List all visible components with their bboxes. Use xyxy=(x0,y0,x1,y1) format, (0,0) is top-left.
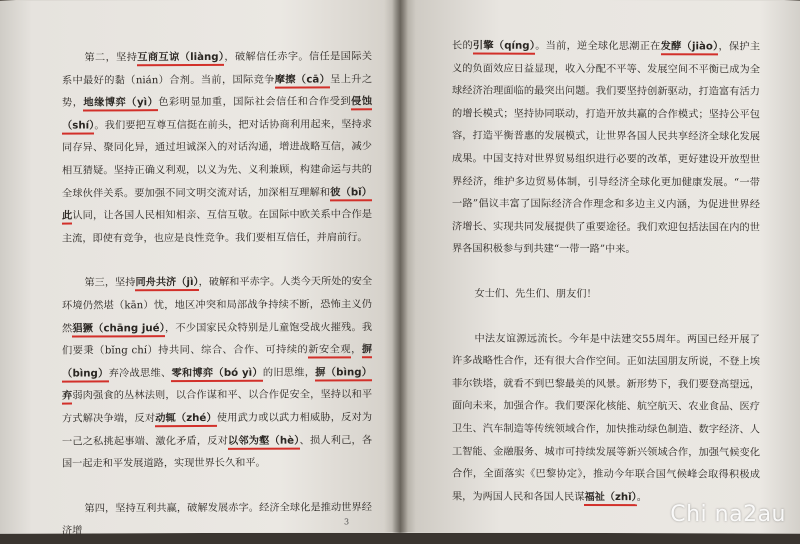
right-page xyxy=(400,0,800,534)
left-page xyxy=(0,0,400,537)
highlight-xinanquanguan: 新安全观 xyxy=(308,344,351,358)
highlight-tongzhougongji: 同舟共济（jì） xyxy=(135,277,198,291)
right-paragraph-3: 中法友谊源远流长。今年是中法建交55周年。两国已经开展了许多战略性合作，还有很大合作空间。正如法国朋友所说，不登上埃菲尔铁塔，就看不到巴黎最美的风景。新形势下，我们要登高望远，面向未来，加强合作。我们要深化核能、航空航天、农业食品、医疗卫生、汽车制造等传统领域合作，加快推动绿色制造、数字经济、人工智能、金融服务、城市可持续发展等新兴领域合作，加强气候变化合作，全面落实《巴黎协定》，推动今年联合国气候峰会取得积极成果，为两国人民和各国人民谋福祉（zhǐ）。 xyxy=(452,328,760,510)
right-paragraph-1: 长的引擎（qíng）。当前，逆全球化思潮正在发酵（jiào），保护主义的负面效应日益显现，收入分配不平等、发展空间不平衡已成为全球经济治理面临的最突出问题。我们要坚持创新驱动，打造富有活力的增长模式；坚持协同联动，打造开放共赢的合作模式；坚持公平包容，打造平衡普惠的发展模式，让世界各国人民共享经济全球化发展成果。中国支持对世界贸易组织进行必要的改革，更好建设开放型世界经济，维护多边贸易体制，引导经济全球化更加健康发展。“一带一路”倡议丰富了国际经济合作理念和多边主义内涵，为促进世界经济增长、实现共同发展提供了重要途径。我们欢迎包括法国在内的世界各国积极参与到共建“一带一路”中来。 xyxy=(452,40,761,256)
book-gutter xyxy=(392,0,408,533)
left-paragraph-3: 第四，坚持互利共赢，破解发展赤字。经济全球化是推动世界经济增 xyxy=(62,501,372,537)
highlight-bing-2: 摒（bìng）弃 xyxy=(62,367,372,405)
highlight-mocha: 摩擦（cā） xyxy=(275,74,330,88)
highlight-changjue: 猖獗（chāng jué） xyxy=(72,323,165,337)
highlight-hushanghuliang: 互商互谅（liàng） xyxy=(137,52,224,66)
highlight-diyuanboyi: 地缘博弈（yì） xyxy=(83,97,158,111)
highlight-fajiao: 发酵（jiào） xyxy=(661,41,719,55)
left-paragraph-1: 第二，坚持互商互谅（liàng），破解信任赤字。信任是国际关系中最好的黏（nián）合剂。当前，国际竞争摩擦（cā）呈上升之势，地缘博弈（yì）色彩明显加重，国际社会信任和合作受到侵蚀（shí）。我们要把互尊互信挺在前头，把对话协商利用起来，坚持求同存异、聚同化异，通过坦诚深入的对话沟通，增进战略互信，减少相互猜疑。坚持正确义利观，以义为先、义利兼顾，构建命运与共的全球伙伴关系。要加强不同文明交流对话，加深相互理解和彼（bǐ）此认同，让各国人民相知相亲、互信互敬。在国际中欧关系中合作是主流，即使有竞争，也应是良性竞争。我们要相互信任，并肩前行。 xyxy=(62,51,373,245)
highlight-fuzhi: 福祉（zhǐ） xyxy=(584,492,636,506)
highlight-yinqing: 引擎（qíng） xyxy=(473,41,535,55)
watermark: Chi na2au xyxy=(670,502,786,527)
highlight-dongzhe: 动辄（zhé） xyxy=(155,413,217,427)
page-number: 3 xyxy=(344,517,350,527)
highlight-bici: 彼（bǐ）此 xyxy=(62,187,372,225)
right-greeting: 女士们、先生们、朋友们！ xyxy=(474,288,597,300)
left-paragraph-2: 第三，坚持同舟共济（jì），破解和平赤字。人类今天所处的安全环境仍然堪（kān）忧，地区冲突和局部战争持续不断，恐怖主义仍然猖獗（chāng jué），不少国家民众特别是儿童饱受战火摧残。我们要秉（bǐng chí）持共同、综合、合作、可持续的新安全观，摒（bìng）弃冷战思维、零和博弈（bó yì）的旧思维，摒（bìng）弃弱肉强食的丛林法则，以合作谋和平、以合作促安全，坚持以和平方式解决争端，反对动辄（zhé）使用武力或以武力相威胁，反对为一己之私挑起事端、激化矛盾，反对以邻为壑（hè）、损人利己，各国一起走和平发展道路，实现世界长久和平。 xyxy=(62,276,373,470)
highlight-linghebo: 零和博弈（bó yì） xyxy=(171,367,262,381)
highlight-qinshi: 侵蚀（shí） xyxy=(62,96,372,134)
highlight-yilinweihe: 以邻为壑（hè） xyxy=(228,435,300,449)
highlight-bing-1: 摒（bìng） xyxy=(62,344,372,382)
